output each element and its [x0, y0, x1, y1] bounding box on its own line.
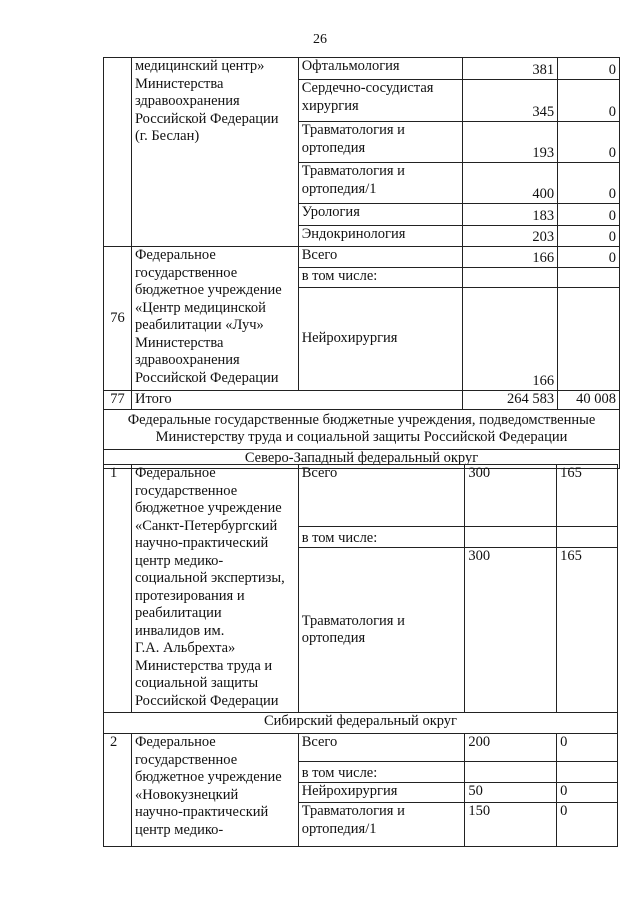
- district-header: Сибирский федеральный округ: [104, 713, 618, 734]
- profile-cell: Нейрохирургия: [298, 783, 465, 803]
- profile-cell: Травматология и ортопедия: [298, 548, 465, 713]
- value-cell: 300: [465, 465, 557, 527]
- value-cell: 0: [558, 247, 620, 268]
- included-label: в том числе:: [298, 527, 465, 548]
- value-cell: 345: [463, 80, 558, 122]
- included-label: в том числе:: [298, 762, 465, 783]
- profile-cell: Травматология и ортопедия/1: [298, 163, 463, 204]
- total-label: Всего: [298, 734, 465, 762]
- profile-cell: Офтальмология: [298, 58, 463, 80]
- value-cell: [558, 268, 620, 288]
- profile-cell: Эндокринология: [298, 226, 463, 247]
- section-header: Федеральные государственные бюджетные учреждения, подведомственные Министерству труда и социальной защиты Российской Федерации: [104, 409, 620, 449]
- num-cell: [104, 58, 132, 247]
- profile-cell: Урология: [298, 204, 463, 226]
- value-cell: 0: [558, 226, 620, 247]
- value-cell: 150: [465, 803, 557, 847]
- value-cell: 300: [465, 548, 557, 713]
- value-cell: [465, 527, 557, 548]
- table-upper: [103, 57, 620, 469]
- value-cell: 0: [558, 163, 620, 204]
- profile-cell: Травматология и ортопедия/1: [298, 803, 465, 847]
- value-cell: 0: [557, 803, 618, 847]
- value-cell: 200: [465, 734, 557, 762]
- value-cell: 0: [558, 122, 620, 163]
- district-header: Северо-Западный федеральный округ: [104, 449, 620, 468]
- table-lower: [103, 464, 618, 847]
- value-cell: [557, 527, 618, 548]
- value-cell: 0: [557, 783, 618, 803]
- org-name: Федеральное государственное бюджетное учреждение «Новокузнецкий научно-практический центр медико-: [131, 734, 298, 847]
- org-name: медицинский центр» Министерства здравоохранения Российской Федерации (г. Беслан): [131, 58, 298, 247]
- value-cell: 0: [558, 204, 620, 226]
- value-cell: 264 583: [463, 391, 558, 410]
- value-cell: 400: [463, 163, 558, 204]
- value-cell: 0: [557, 734, 618, 762]
- total-label: Всего: [298, 465, 465, 527]
- value-cell: 0: [558, 58, 620, 80]
- total-row-label: Итого: [131, 391, 462, 410]
- row-number: 2: [104, 734, 132, 847]
- value-cell: 183: [463, 204, 558, 226]
- org-name: Федеральное государственное бюджетное учреждение «Санкт-Петербургский научно-практический центр медико- социальной экспертизы, протезирования и реабилитации инвалидов им. Г.А. Альбрехта» Министерства труда и социальной защиты Российской Федерации: [131, 465, 298, 713]
- page-number: 26: [313, 32, 327, 47]
- value-cell: [465, 762, 557, 783]
- value-cell: 165: [557, 465, 618, 527]
- value-cell: 0: [558, 80, 620, 122]
- value-cell: 166: [463, 247, 558, 268]
- value-cell: 203: [463, 226, 558, 247]
- row-number: 76: [104, 247, 132, 391]
- included-label: в том числе:: [298, 268, 463, 288]
- value-cell: 165: [557, 548, 618, 713]
- value-cell: [558, 288, 620, 391]
- value-cell: [557, 762, 618, 783]
- value-cell: 193: [463, 122, 558, 163]
- row-number: 1: [104, 465, 132, 713]
- profile-cell: Сердечно-сосудистая хирургия: [298, 80, 463, 122]
- value-cell: 40 008: [558, 391, 620, 410]
- row-number: 77: [104, 391, 132, 410]
- value-cell: 166: [463, 288, 558, 391]
- value-cell: 381: [463, 58, 558, 80]
- org-name: Федеральное государственное бюджетное учреждение «Центр медицинской реабилитации «Луч» Министерства здравоохранения Российской Федерации: [131, 247, 298, 391]
- value-cell: [463, 268, 558, 288]
- profile-cell: Травматология и ортопедия: [298, 122, 463, 163]
- value-cell: 50: [465, 783, 557, 803]
- total-label: Всего: [298, 247, 463, 268]
- profile-cell: Нейрохирургия: [298, 288, 463, 391]
